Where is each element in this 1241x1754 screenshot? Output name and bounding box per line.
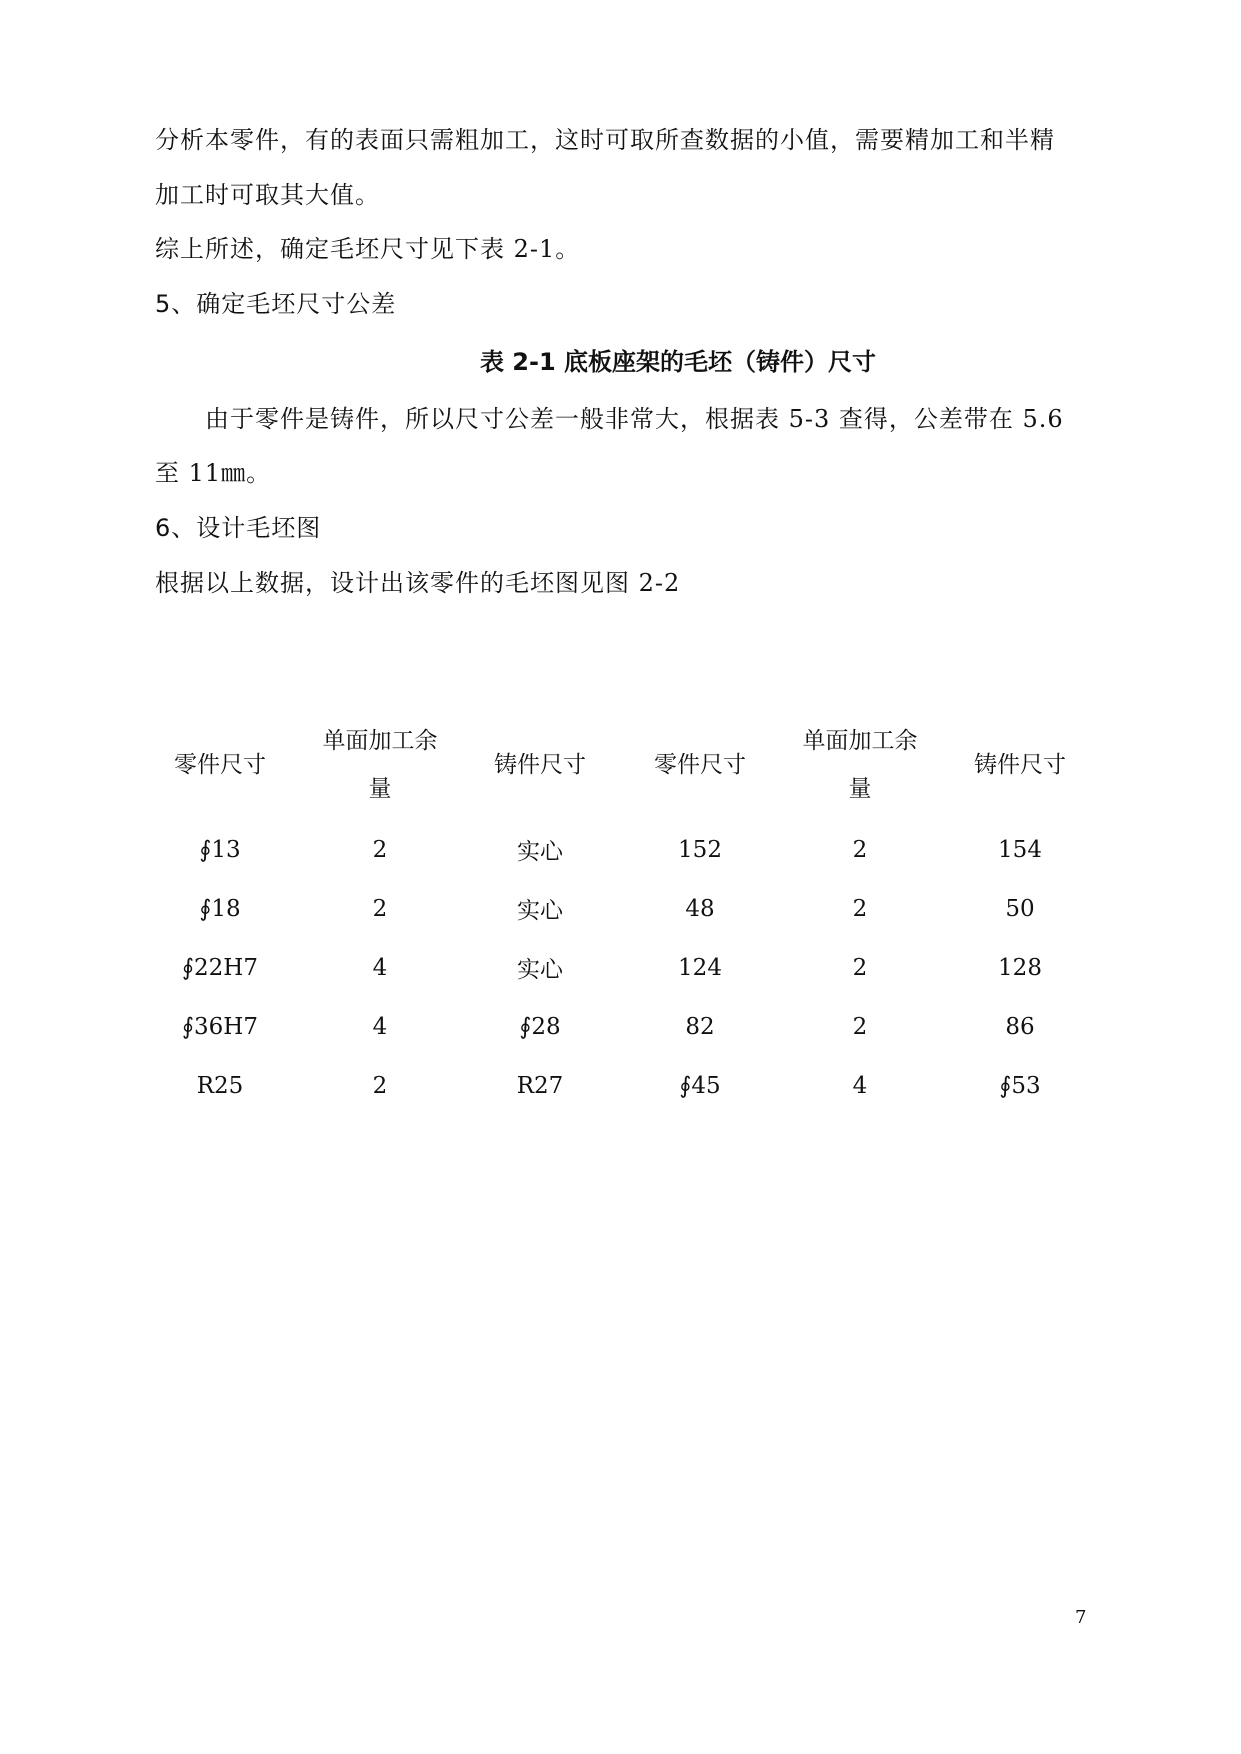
- paragraph-line: 分析本零件，有的表面只需粗加工，这时可取所查数据的小值，需要精加工和半精: [155, 126, 1055, 154]
- table-cell: 4: [372, 954, 388, 981]
- paragraph: 综上所述，确定毛坯尺寸见下表 2-1。: [155, 235, 581, 263]
- table-cell: 2: [372, 1072, 388, 1099]
- table-cell: ∮13: [199, 836, 241, 863]
- paragraph-line: 由于零件是铸件，所以尺寸公差一般非常大，根据表 5-3 查得，公差带在 5.6: [205, 405, 1064, 433]
- page-number: 7: [1075, 1607, 1087, 1628]
- table-row: [140, 1056, 1100, 1115]
- table-row: [140, 820, 1100, 879]
- table-cell: 2: [852, 895, 868, 922]
- table-cell: 2: [372, 895, 388, 922]
- table-cell: ∮45: [679, 1072, 721, 1099]
- table-cell: ∮22H7: [182, 954, 258, 981]
- table-cell: R27: [516, 1072, 564, 1099]
- paragraph: 根据以上数据，设计出该零件的毛坯图见图 2-2: [155, 569, 681, 597]
- table-cell: 128: [998, 954, 1042, 981]
- table-cell: 实心: [517, 957, 563, 983]
- blank-dimensions-table: [140, 710, 1100, 1115]
- table-cell: 152: [678, 836, 722, 863]
- table-cell: 48: [685, 895, 715, 922]
- section-heading: 5、确定毛坯尺寸公差: [155, 290, 397, 318]
- table-cell: 实心: [517, 898, 563, 924]
- table-cell: 86: [1005, 1013, 1035, 1040]
- section-heading: 6、设计毛坯图: [155, 514, 322, 542]
- column-header: 铸件尺寸: [494, 752, 586, 778]
- table-cell: 实心: [517, 839, 563, 865]
- table-cell: 124: [678, 954, 722, 981]
- table-cell: 4: [372, 1013, 388, 1040]
- table-header-row: [140, 710, 1100, 820]
- table-cell: 82: [685, 1013, 715, 1040]
- column-header: 零件尺寸: [174, 752, 266, 778]
- table-cell: 2: [372, 836, 388, 863]
- table-cell: ∮28: [519, 1013, 561, 1040]
- table-cell: 4: [852, 1072, 868, 1099]
- table-caption: 表 2-1 底板座架的毛坯（铸件）尺寸: [479, 348, 877, 376]
- table-row: [140, 997, 1100, 1056]
- table-row: [140, 938, 1100, 997]
- table-cell: R25: [196, 1072, 244, 1099]
- column-header: 零件尺寸: [654, 752, 746, 778]
- table-row: [140, 879, 1100, 938]
- table-cell: ∮18: [199, 895, 241, 922]
- table-cell: 2: [852, 954, 868, 981]
- paragraph-line: 加工时可取其大值。: [155, 181, 380, 209]
- table-cell: ∮53: [999, 1072, 1041, 1099]
- column-header: 单面加工余量: [322, 728, 438, 802]
- paragraph-line: 至 11㎜。: [155, 459, 272, 487]
- table-cell: 154: [998, 836, 1042, 863]
- table-cell: 50: [1005, 895, 1035, 922]
- table-cell: 2: [852, 836, 868, 863]
- table-cell: 2: [852, 1013, 868, 1040]
- column-header: 铸件尺寸: [974, 752, 1066, 778]
- column-header: 单面加工余量: [802, 728, 918, 802]
- table-cell: ∮36H7: [182, 1013, 258, 1040]
